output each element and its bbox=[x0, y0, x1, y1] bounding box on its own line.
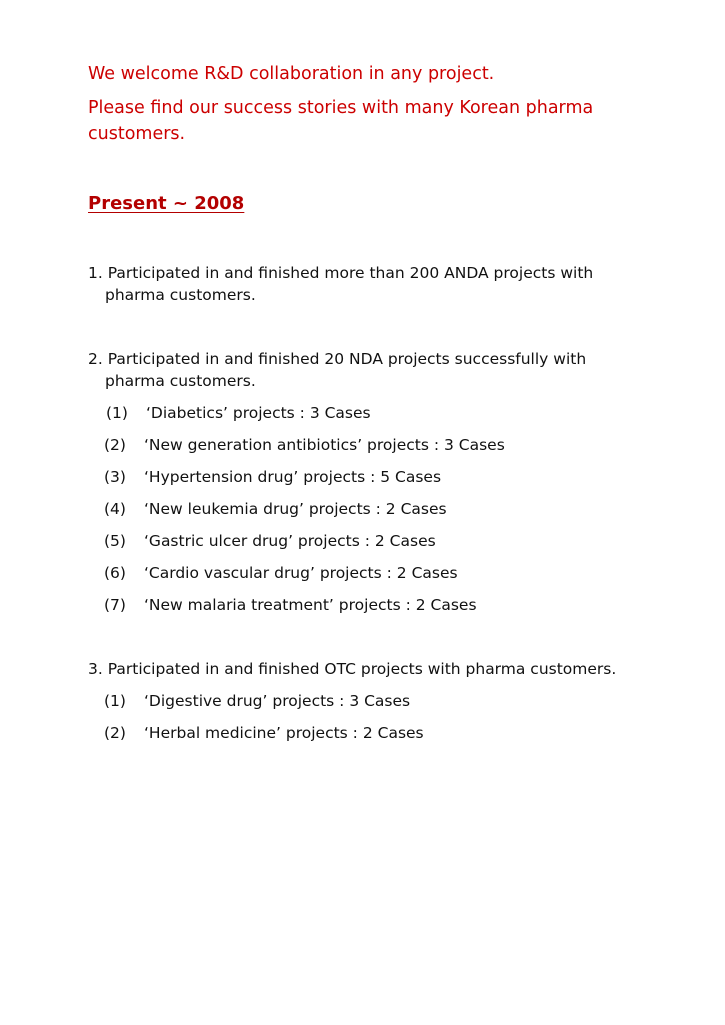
list-item-text: 3. Participated in and finished OTC projects with pharma customers. bbox=[88, 660, 617, 678]
sub-item bbox=[104, 594, 477, 616]
list-item-text: 1. Participated in and finished more than 200 ANDA projects with pharma customers. bbox=[88, 264, 594, 304]
intro-line-collaboration: We welcome R&D collaboration in any project. bbox=[88, 64, 495, 84]
sub-item-text: ‘Gastric ulcer drug’ projects : 2 Cases bbox=[144, 532, 436, 550]
list-item-text: 2. Participated in and finished 20 NDA projects successfully with pharma customers. bbox=[88, 350, 587, 390]
sub-item-text: ‘Diabetics’ projects : 3 Cases bbox=[146, 404, 371, 422]
sub-item-text: ‘Herbal medicine’ projects : 2 Cases bbox=[144, 724, 424, 742]
sub-item-text: ‘New generation antibiotics’ projects : 3 Cases bbox=[144, 436, 505, 454]
sub-item-number: (2) bbox=[104, 724, 126, 742]
sub-item-number: (4) bbox=[104, 500, 126, 518]
sub-item-number: (1) bbox=[106, 404, 128, 422]
sub-item bbox=[104, 434, 505, 456]
list-item-anda bbox=[88, 262, 648, 306]
sub-item-text: ‘New leukemia drug’ projects : 2 Cases bbox=[144, 500, 447, 518]
sub-item bbox=[104, 498, 447, 520]
sub-item-text: ‘Cardio vascular drug’ projects : 2 Cases bbox=[144, 564, 458, 582]
intro-line-success-stories: Please find our success stories with many Korean pharma customers. bbox=[88, 98, 594, 144]
sub-item-text: ‘New malaria treatment’ projects : 2 Cases bbox=[144, 596, 477, 614]
sub-item-number: (6) bbox=[104, 564, 126, 582]
sub-item bbox=[104, 690, 410, 712]
sub-item bbox=[104, 722, 424, 744]
sub-item-number: (2) bbox=[104, 436, 126, 454]
sub-item-text: ‘Digestive drug’ projects : 3 Cases bbox=[144, 692, 411, 710]
sub-item-number: (5) bbox=[104, 532, 126, 550]
list-item-nda bbox=[88, 348, 648, 392]
section-heading: Present ~ 2008 bbox=[88, 193, 245, 214]
sub-item bbox=[104, 466, 441, 488]
sub-item-number: (3) bbox=[104, 468, 126, 486]
list-item-otc bbox=[88, 658, 648, 680]
sub-item-number: (1) bbox=[104, 692, 126, 710]
sub-item-number: (7) bbox=[104, 596, 126, 614]
sub-item bbox=[104, 530, 436, 552]
sub-item bbox=[106, 402, 371, 424]
sub-item bbox=[104, 562, 458, 584]
sub-item-text: ‘Hypertension drug’ projects : 5 Cases bbox=[144, 468, 442, 486]
